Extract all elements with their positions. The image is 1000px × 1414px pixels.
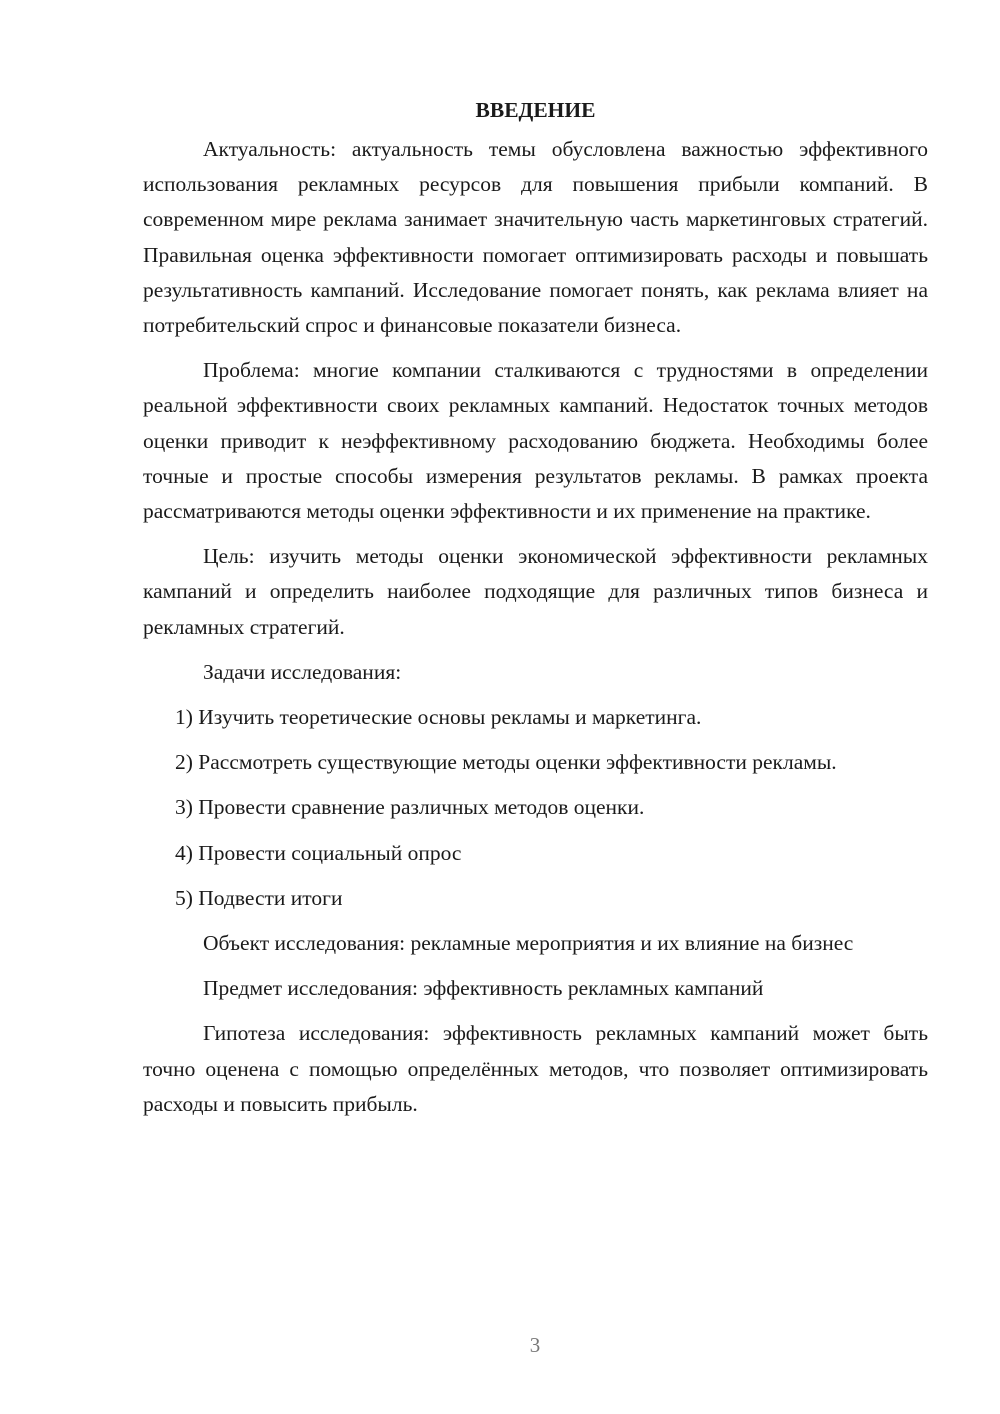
task-item-1: 1) Изучить теоретические основы рекламы и маркетинга.	[175, 705, 702, 730]
page-number: 3	[529, 1333, 541, 1357]
paragraph-problem: Проблема: многие компании сталкиваются с трудностями в определении реальной эффективности своих рекламных кампаний. Недостаток точных методов оценки приводит к неэффективному расходованию бюджета. Необходимы более точные и простые способы измерения результатов рекламы. В рамках проекта рассматриваются методы оценки эффективности и их применение на практике.	[143, 358, 928, 524]
tasks-heading: Задачи исследования:	[203, 659, 402, 684]
task-item-3: 3) Провести сравнение различных методов оценки.	[175, 795, 645, 820]
paragraph-hypothesis: Гипотеза исследования: эффективность рекламных кампаний может быть точно оценена с помощью определённых методов, что позволяет оптимизировать расходы и повысить прибыль.	[143, 1021, 928, 1116]
section-title: ВВЕДЕНИЕ	[475, 98, 596, 122]
task-item-5: 5) Подвести итоги	[175, 885, 343, 910]
document-page	[143, 92, 928, 1132]
paragraph-relevance: Актуальность: актуальность темы обусловлена важностью эффективного использования рекламных ресурсов для повышения прибыли компаний. В современном мире реклама занимает значительную часть маркетинговых стратегий. Правильная оценка эффективности помогает оптимизировать расходы и повышать результативность кампаний. Исследование помогает понять, как реклама влияет на потребительский спрос и финансовые показатели бизнеса.	[143, 137, 928, 338]
paragraph-object: Объект исследования: рекламные мероприятия и их влияние на бизнес	[203, 931, 854, 956]
task-item-4: 4) Провести социальный опрос	[175, 840, 462, 865]
paragraph-goal: Цель: изучить методы оценки экономической эффективности рекламных кампаний и определить наиболее подходящие для различных типов бизнеса и рекламных стратегий.	[143, 544, 928, 639]
task-item-2: 2) Рассмотреть существующие методы оценки эффективности рекламы.	[175, 750, 837, 775]
paragraph-subject: Предмет исследования: эффективность рекламных кампаний	[203, 976, 764, 1001]
